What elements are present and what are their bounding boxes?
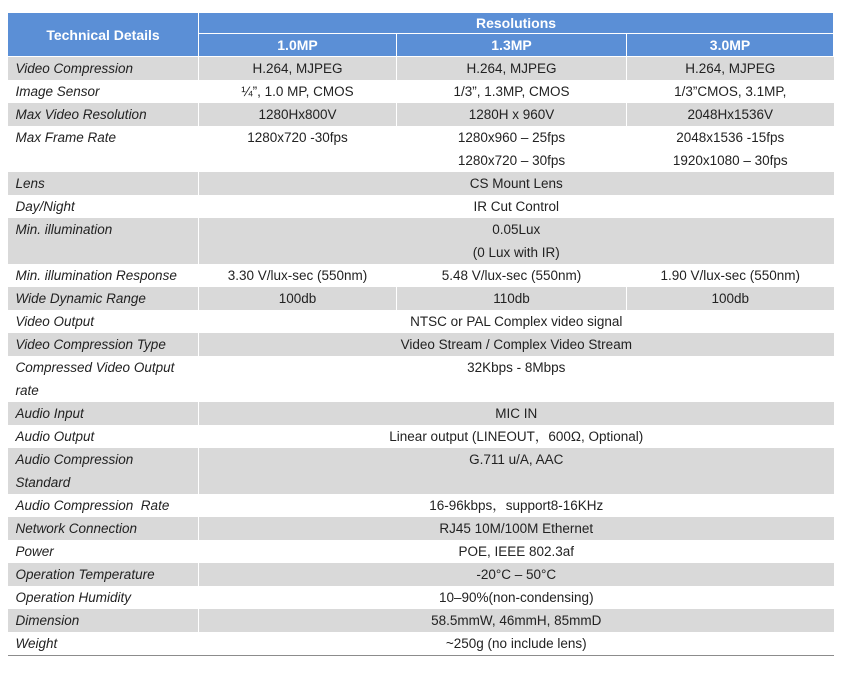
cell-all: 58.5mmW, 46mmH, 85mmD xyxy=(199,609,834,632)
table-row xyxy=(8,80,834,103)
header-resolutions: Resolutions xyxy=(199,13,834,34)
cell-all: POE, IEEE 802.3af xyxy=(199,540,834,563)
row-label: Weight xyxy=(8,632,199,656)
cell-all: MIC IN xyxy=(199,402,834,425)
header-technical-details: Technical Details xyxy=(8,13,199,57)
cell-all: ~250g (no include lens) xyxy=(199,632,834,656)
cell-all xyxy=(199,218,834,264)
cell-line: 0.05Lux xyxy=(492,222,541,237)
header-col-3mp: 3.0MP xyxy=(627,34,834,57)
technical-details-table xyxy=(7,12,834,656)
cell-all: 32Kbps - 8Mbps xyxy=(199,356,834,402)
cell-all: CS Mount Lens xyxy=(199,172,834,195)
header-col-1mp: 1.0MP xyxy=(199,34,397,57)
cell-all: IR Cut Control xyxy=(199,195,834,218)
cell-1mp xyxy=(199,126,397,172)
row-label: Max Frame Rate xyxy=(15,130,117,145)
cell-line: (0 Lux with IR) xyxy=(472,245,560,260)
cell-all: G.711 u/A, AAC xyxy=(199,448,834,494)
header-col-1-3mp: 1.3MP xyxy=(397,34,627,57)
cell-all: Video Stream / Complex Video Stream xyxy=(199,333,834,356)
cell-all: 10–90%(non-condensing) xyxy=(199,586,834,609)
row-label xyxy=(8,356,199,402)
table-row xyxy=(8,218,834,264)
table-row xyxy=(8,494,834,517)
cell-1mp: ¼”, 1.0 MP, CMOS xyxy=(199,80,397,103)
cell-1-3mp: 1280H x 960V xyxy=(397,103,627,126)
label-line: Standard xyxy=(15,475,71,490)
cell-3mp: 1/3”CMOS, 3.1MP, xyxy=(627,80,834,103)
table-row xyxy=(8,333,834,356)
cell-3mp xyxy=(627,126,834,172)
row-label: Lens xyxy=(8,172,199,195)
row-label: Network Connection xyxy=(8,517,199,540)
cell-1mp: 100db xyxy=(199,287,397,310)
row-label: Wide Dynamic Range xyxy=(8,287,199,310)
cell-1mp: H.264, MJPEG xyxy=(199,57,397,81)
cell-line: 2048x1536 -15fps xyxy=(676,130,785,145)
table-row xyxy=(8,172,834,195)
cell-1mp: 1280Hx800V xyxy=(199,103,397,126)
table-row xyxy=(8,425,834,448)
cell-3mp: 100db xyxy=(627,287,834,310)
table-row xyxy=(8,264,834,287)
row-label: Min. illumination xyxy=(8,218,199,264)
cell-all: NTSC or PAL Complex video signal xyxy=(199,310,834,333)
cell-1-3mp xyxy=(397,126,627,172)
table-row xyxy=(8,287,834,310)
table-row xyxy=(8,103,834,126)
cell-all: -20°C – 50°C xyxy=(199,563,834,586)
table-row xyxy=(8,402,834,425)
cell-line: 1920x1080 – 30fps xyxy=(672,153,788,168)
cell-line: 1280x720 -30fps xyxy=(247,130,348,145)
table-row xyxy=(8,609,834,632)
row-label: Image Sensor xyxy=(15,84,100,99)
cell-all: 16-96kbps，support8-16KHz xyxy=(199,494,834,517)
label-line: rate xyxy=(15,383,39,398)
table-row xyxy=(8,563,834,586)
row-label: Dimension xyxy=(8,609,199,632)
row-label: Operation Humidity xyxy=(15,590,132,605)
cell-all: RJ45 10M/100M Ethernet xyxy=(199,517,834,540)
table-header xyxy=(8,13,834,57)
row-label: Day/Night xyxy=(15,199,75,214)
cell-1-3mp: 1/3”, 1.3MP, CMOS xyxy=(397,80,627,103)
cell-3mp: 2048Hx1536V xyxy=(627,103,834,126)
cell-1-3mp: H.264, MJPEG xyxy=(397,57,627,81)
table-row xyxy=(8,356,834,402)
table-row xyxy=(8,632,834,656)
row-label: Power xyxy=(15,544,54,559)
cell-line: 1280x960 – 25fps xyxy=(457,130,566,145)
cell-1-3mp: 110db xyxy=(397,287,627,310)
row-label: Audio Compression Rate xyxy=(15,498,170,513)
table-row xyxy=(8,448,834,494)
row-label: Video Compression Type xyxy=(8,333,199,356)
cell-line: 1280x720 – 30fps xyxy=(457,153,566,168)
label-line: Audio Compression xyxy=(15,452,134,467)
cell-1-3mp: 5.48 V/lux-sec (550nm) xyxy=(397,264,627,287)
cell-all: Linear output (LINEOUT，600Ω, Optional) xyxy=(199,425,834,448)
table-row xyxy=(8,586,834,609)
label-line: Compressed Video Output xyxy=(15,360,175,375)
row-label: Video Output xyxy=(15,314,95,329)
cell-3mp: 1.90 V/lux-sec (550nm) xyxy=(627,264,834,287)
table-row xyxy=(8,195,834,218)
table-row xyxy=(8,126,834,172)
row-label: Video Compression xyxy=(8,57,199,81)
table-row xyxy=(8,57,834,81)
row-label: Min. illumination Response xyxy=(15,268,177,283)
table-body xyxy=(8,57,834,656)
cell-1mp: 3.30 V/lux-sec (550nm) xyxy=(199,264,397,287)
cell-3mp: H.264, MJPEG xyxy=(627,57,834,81)
row-label: Operation Temperature xyxy=(8,563,199,586)
table-row xyxy=(8,540,834,563)
row-label: Audio Output xyxy=(15,429,95,444)
table-row xyxy=(8,517,834,540)
row-label xyxy=(8,448,199,494)
table-row xyxy=(8,310,834,333)
row-label: Audio Input xyxy=(8,402,199,425)
row-label: Max Video Resolution xyxy=(8,103,199,126)
